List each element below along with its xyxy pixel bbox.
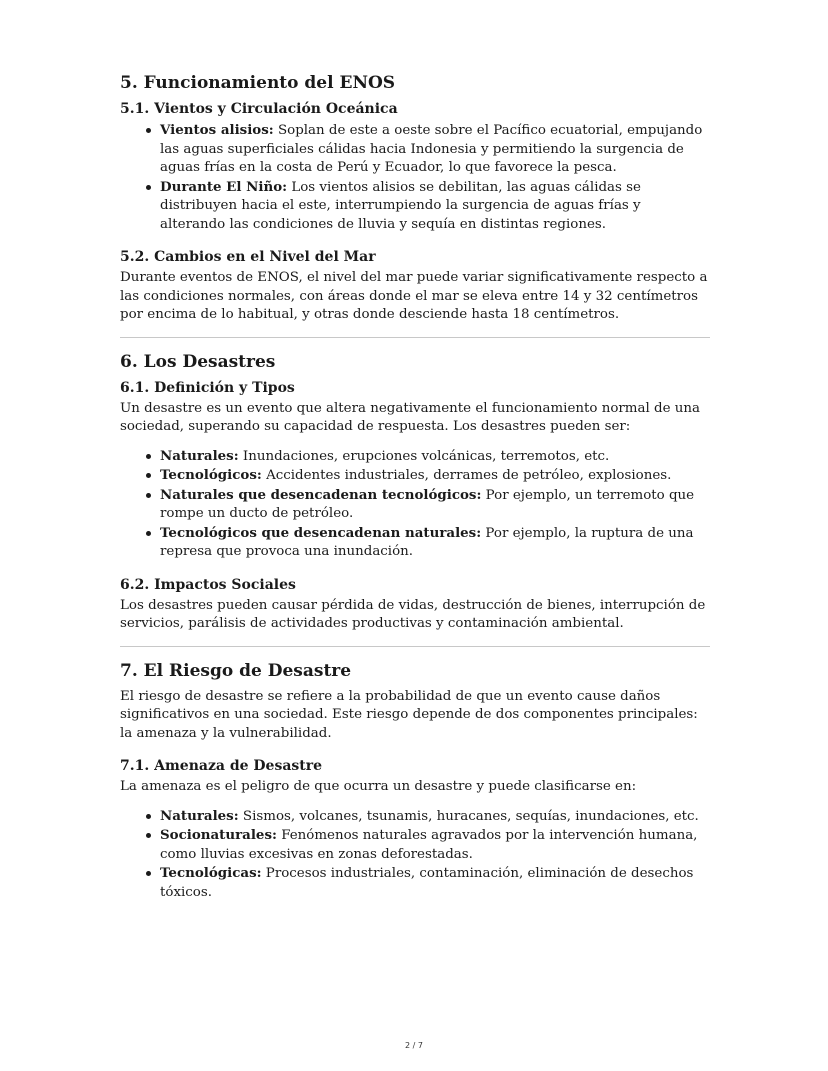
list-item xyxy=(160,178,710,235)
term: Vientos alisios: xyxy=(160,122,274,138)
item-text: Los vientos alisios se debilitan, las aguas cálidas se distribuyen hacia el este, interrumpiendo la surgencia de aguas frías y alterando las condiciones de lluvia y sequía en distintas regiones. xyxy=(160,179,641,232)
term: Naturales que desencadenan tecnológicos: xyxy=(160,486,482,503)
section-6-2-heading: 6.2. Impactos Sociales xyxy=(120,576,296,593)
term: Naturales: xyxy=(160,447,239,464)
list-item xyxy=(160,524,710,562)
term: Tecnológicos que desencadenan naturales: xyxy=(160,524,482,541)
item-text: Accidentes industriales, derrames de petróleo, explosiones. xyxy=(261,468,672,483)
item-text: Sismos, volcanes, tsunamis, huracanes, sequías, inundaciones, etc. xyxy=(238,808,699,824)
list-item xyxy=(160,807,710,827)
term: Tecnológicas: xyxy=(160,865,262,881)
section-5-1-heading: 5.1. Vientos y Circulación Oceánica xyxy=(120,101,398,117)
section-divider xyxy=(120,646,710,647)
list-item xyxy=(160,486,710,524)
section-5-2-paragraph: Durante eventos de ENOS, el nivel del mar puede variar significativamente respecto a las condiciones normales, con áreas donde el mar se eleva entre 14 y 32 centímetros por encima de lo habitual, y otras donde desciende hasta 18 centímetros. xyxy=(120,270,708,322)
term: Tecnológicos: xyxy=(160,467,262,483)
section-divider xyxy=(120,337,710,338)
item-text: Fenómenos naturales agravados por la intervención humana, como lluvias excesivas en zonas deforestadas. xyxy=(160,828,698,862)
list-item xyxy=(160,826,710,864)
section-7-heading: 7. El Riesgo de Desastre xyxy=(120,660,352,681)
section-7-intro: El riesgo de desastre se refiere a la probabilidad de que un evento cause daños significativos en una sociedad. Este riesgo depende de dos componentes principales: la amenaza y la vulnerabilidad. xyxy=(120,688,698,741)
item-text: Soplan de este a oeste sobre el Pacífico ecuatorial, empujando las aguas superficiales cálidas hacia Indonesia y permitiendo la surgencia de aguas frías en la costa de Perú y Ecuador, lo que favorece la pesca. xyxy=(160,123,703,175)
section-7-1-paragraph: La amenaza es el peligro de que ocurra un desastre y puede clasificarse en: xyxy=(120,779,637,794)
item-text: Inundaciones, erupciones volcánicas, terremotos, etc. xyxy=(238,448,610,464)
section-5-1-list xyxy=(120,121,710,234)
document-page xyxy=(120,72,710,902)
section-6-2-paragraph: Los desastres pueden causar pérdida de vidas, destrucción de bienes, interrupción de servicios, parálisis de actividades productivas y contaminación ambiental. xyxy=(120,597,706,631)
section-6-heading: 6. Los Desastres xyxy=(120,351,276,372)
item-text: Procesos industriales, contaminación, eliminación de desechos tóxicos. xyxy=(160,866,694,900)
list-item xyxy=(160,447,710,467)
section-5-heading: 5. Funcionamiento del ENOS xyxy=(120,73,396,93)
page-number: 2 / 7 xyxy=(405,1041,423,1050)
section-7-1-heading: 7.1. Amenaza de Desastre xyxy=(120,758,323,774)
list-item xyxy=(160,466,710,486)
list-item xyxy=(160,864,710,902)
section-7-1-list xyxy=(120,807,710,903)
section-6-1-list xyxy=(120,447,710,562)
term: Naturales: xyxy=(160,807,239,824)
term: Durante El Niño: xyxy=(160,178,288,195)
section-5-2-heading: 5.2. Cambios en el Nivel del Mar xyxy=(120,249,376,265)
list-item xyxy=(160,121,710,178)
section-6-1-heading: 6.1. Definición y Tipos xyxy=(120,379,295,396)
item-text: Por ejemplo, un terremoto que rompe un ducto de petróleo. xyxy=(160,487,695,521)
section-6-1-paragraph: Un desastre es un evento que altera negativamente el funcionamiento normal de una sociedad, superando su capacidad de respuesta. Los desastres pueden ser: xyxy=(120,400,701,434)
term: Socionaturales: xyxy=(160,827,277,843)
item-text: Por ejemplo, la ruptura de una represa que provoca una inundación. xyxy=(160,525,694,559)
